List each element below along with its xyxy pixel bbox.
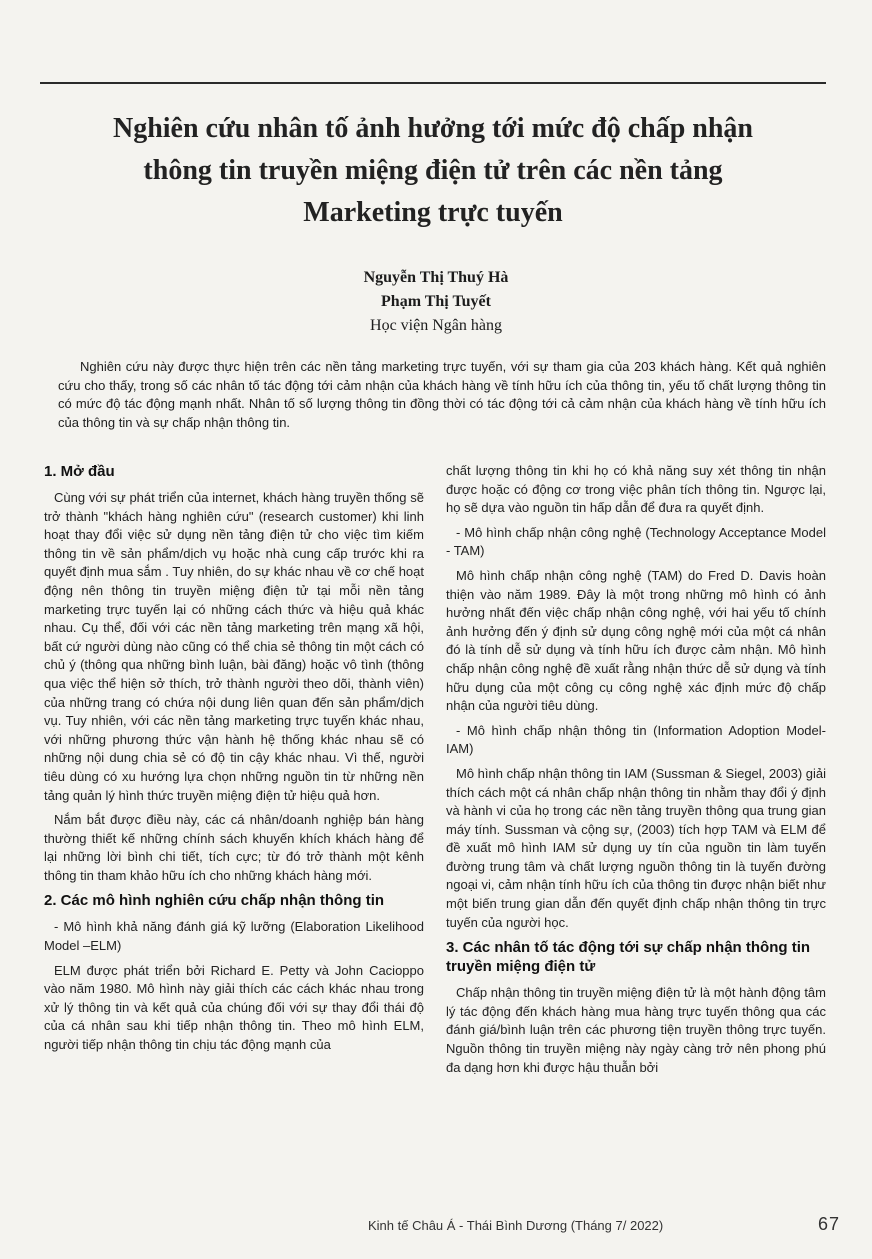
- model-title: - Mô hình chấp nhận công nghệ (Technology Acceptance Model - TAM): [446, 524, 826, 559]
- affiliation: Học viện Ngân hàng: [370, 317, 502, 334]
- model-title: - Mô hình khả năng đánh giá kỹ lưỡng (Elaboration Likelihood Model –ELM): [44, 919, 424, 954]
- section-heading: 2. Các mô hình nghiên cứu chấp nhận thông tin: [44, 892, 385, 910]
- paragraph: Chấp nhận thông tin truyền miệng điện tử là một hành động tâm lý tác động đến khách hàng mua hàng trực tuyến thông qua các đánh giá/bình luận trên các phương tiện truyền thông trực tuyến. Nguồn thông tin truyền miệng này ngày càng trở nên phong phú đa dạng hơn khi được hậu thuẫn bởi: [446, 985, 826, 1075]
- author-block: [230, 266, 642, 338]
- journal-name: Kinh tế Châu Á - Thái Bình Dương (Tháng 7/ 2022): [368, 1218, 664, 1233]
- section-heading: 3. Các nhân tố tác động tới sự chấp nhận thông tin truyền miệng điện tử: [446, 939, 811, 976]
- page-number: 67: [817, 1214, 840, 1234]
- right-column: [446, 462, 826, 1083]
- paragraph: ELM được phát triển bởi Richard E. Petty và John Cacioppo vào năm 1980. Mô hình này giải thích các cách khác nhau trong xử lý thông tin và kết quả của chúng đối với sự thay đổi thái độ của cá nhân sau khi tiếp nhận thông tin. Theo mô hình ELM, người tiếp nhận thông tin chịu tác động mạnh của: [44, 962, 424, 1053]
- paragraph: Cùng với sự phát triển của internet, khách hàng truyền thống sẽ trở thành "khách hàng nghiên cứu" (research customer) khi linh hoạt thay đổi việc sử dụng nền tảng điện tử cho việc tìm kiếm thông tin về sản phẩm/dịch vụ hoặc nhà cung cấp trước khi ra quyết định mua sắm . Tuy nhiên, do sự khác nhau về cơ chế hoạt động nên thông tin truyền miệng điện tử tại mỗi nền tảng marketing trực tuyến lại có những cách thức và hiệu quả khác nhau. Cụ thể, đối với các nền tảng marketing trên mạng xã hội, bất cứ người dùng nào cũng có thể chia sẻ thông tin một cách có chủ ý (thông qua những bình luận, bài đăng) hoặc vô tình (thông qua việc thể hiện sở thích, trở thành người theo dõi, thành viên) của những trang có chứa nội dung liên quan đến sản phẩm/dịch vụ. Tuy nhiên, với các nền tảng marketing trực tuyến khác nhau, với những phương thức vận hành hệ thống khác nhau sẽ có những nội dung chia sẻ có độ tin cậy khác nhau. Vì thế, người tiêu dùng có xu hướng lựa chọn những nguồn tin từ những nền tảng quản lý hình thức truyền miệng điện tử hiệu quả hơn.: [44, 490, 424, 803]
- title-line: thông tin truyền miệng điện tử trên các nền tảng: [143, 155, 723, 186]
- article-title: [30, 108, 836, 234]
- top-rule: [40, 82, 826, 84]
- abstract: [58, 358, 826, 432]
- author-name: Phạm Thị Tuyết: [381, 293, 491, 310]
- title-line: Nghiên cứu nhân tố ảnh hưởng tới mức độ chấp nhận: [112, 113, 754, 144]
- left-column: [44, 458, 424, 1061]
- paragraph: Mô hình chấp nhận công nghệ (TAM) do Fred D. Davis hoàn thiện vào năm 1989. Đây là một trong những mô hình có ảnh hưởng nhất đến việc chấp nhận công nghệ, với hai yếu tố chính ảnh hưởng đến ý định sử dụng công nghệ mới của một cá nhân đó là tính dễ sử dụng và tính hữu ích được cảm nhận. Mô hình chấp nhận công nghệ đề xuất rằng nhận thức dễ sử dụng và tính hữu dụng của một công cụ công nghệ xác định mức độ chấp nhận của người tiêu dùng.: [446, 567, 826, 714]
- section-heading: 1. Mở đầu: [44, 463, 115, 480]
- paragraph: Nắm bắt được điều này, các cá nhân/doanh nghiệp bán hàng thường thiết kế những chính sách khuyến khích khách hàng để lại những lời bình chi tiết, tích cực; từ đó trở thành một kênh thông tin tham khảo hữu ích cho những khách hàng mới.: [44, 812, 424, 883]
- author-name: Nguyễn Thị Thuý Hà: [363, 269, 509, 286]
- paragraph: chất lượng thông tin khi họ có khả năng suy xét thông tin nhận được hoặc có động cơ trong việc phân tích thông tin. Ngược lại, họ sẽ dựa vào nguồn tin hấp dẫn để đưa ra quyết định.: [446, 463, 826, 516]
- model-title: - Mô hình chấp nhận thông tin (Information Adoption Model-IAM): [446, 722, 826, 757]
- abstract-text: Nghiên cứu này được thực hiện trên các nền tảng marketing trực tuyến, với sự tham gia của 203 khách hàng. Kết quả nghiên cứu cho thấy, trong số các nhân tố tác động tới cảm nhận của khách hàng về tính hữu ích của thông tin, yếu tố chất lượng thông tin có mức độ tác động mạnh nhất. Nhân tố số lượng thông tin đồng thời có tác động tới cả cảm nhận của khách hàng về tính hữu ích của thông tin và sự chấp nhận thông tin.: [58, 359, 826, 430]
- title-line: Marketing trực tuyến: [303, 197, 563, 228]
- paragraph: Mô hình chấp nhận thông tin IAM (Sussman & Siegel, 2003) giải thích cách một cá nhân chấp nhận thông tin nhằm thay đổi ý định và hành vi của họ trong các nền tảng truyền thông qua trung gian máy tính. Sussman và cộng sự, (2003) tích hợp TAM và ELM để đề xuất mô hình IAM sử dụng uy tín của nguồn tin làm tuyến đường trung tâm và chất lượng nguồn thông tin là tuyến đường ngoại vi, cảm nhận tính hữu ích của thông tin được nhận biết như một biến trung gian dẫn đến quyết định chấp nhận thông tin trực tuyến của người học.: [446, 765, 826, 930]
